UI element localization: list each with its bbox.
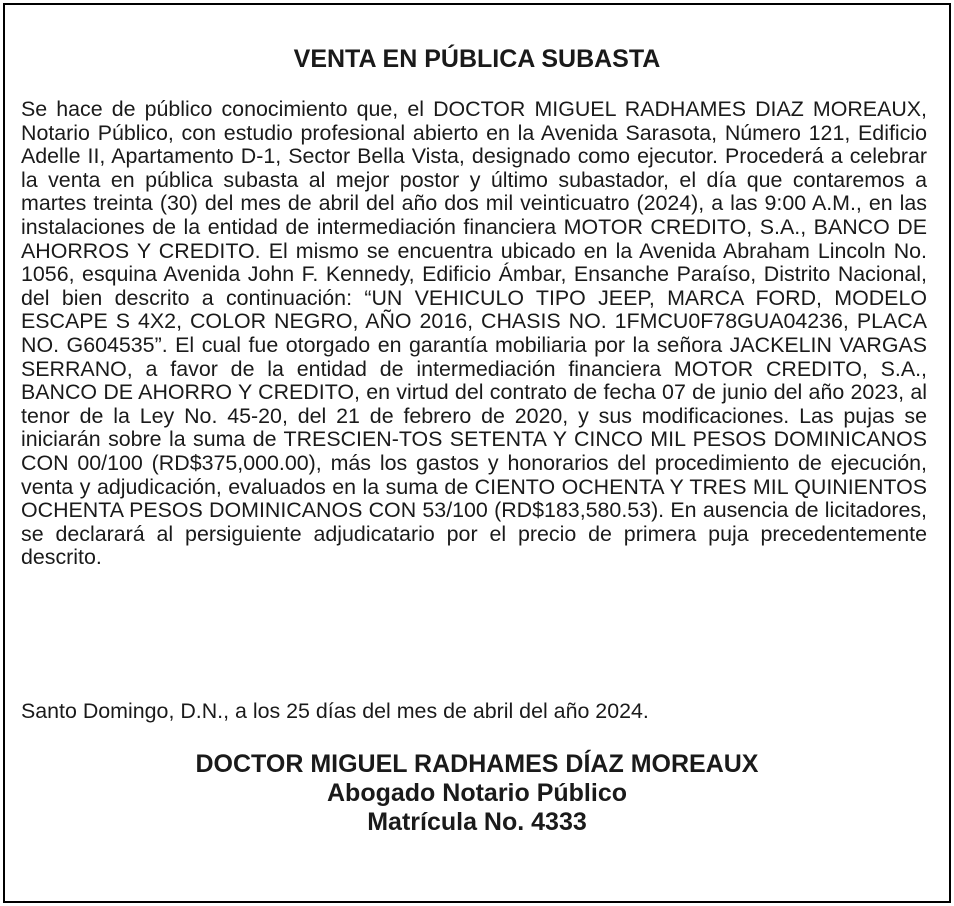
legal-notice xyxy=(3,3,951,903)
signature-block xyxy=(5,750,949,837)
signature-registration: Matrícula No. 4333 xyxy=(367,808,587,836)
signature-role: Abogado Notario Público xyxy=(327,779,627,807)
notice-title: VENTA EN PÚBLICA SUBASTA xyxy=(293,45,661,73)
notice-closing: Santo Domingo, D.N., a los 25 días del mes de abril del año 2024. xyxy=(21,699,649,723)
signature-name: DOCTOR MIGUEL RADHAMES DÍAZ MOREAUX xyxy=(195,750,759,778)
notice-body: Se hace de público conocimiento que, el DOCTOR MIGUEL RADHAMES DIAZ MOREAUX, Notario Público, con estudio profesional abierto en la Avenida Sarasota, Número 121, Edificio Adelle II, Apartamento D-1, Sector Bella Vista, designado como ejecutor. Procederá a celebrar la venta en pública subasta al mejor postor y último subastador, el día que contaremos a martes treinta (30) del mes de abril del año dos mil veinticuatro (2024), a las 9:00 A.M., en las instalaciones de la entidad de intermediación financiera MOTOR CREDITO, S.A., BANCO DE AHORROS Y CREDITO. El mismo se encuentra ubicado en la Avenida Abraham Lincoln No. 1056, esquina Avenida John F. Kennedy, Edificio Ámbar, Ensanche Paraíso, Distrito Nacional, del bien descrito a continuación: “UN VEHICULO TIPO JEEP, MARCA FORD, MODELO ESCAPE S 4X2, COLOR NEGRO, AÑO 2016, CHASIS NO. 1FMCU0F78GUA04236, PLACA NO. G604535”. El cual fue otorgado en garantía mobiliaria por la señora JACKELIN VARGAS SERRANO, a favor de la entidad de intermediación financiera MOTOR CREDITO, S.A., BANCO DE AHORRO Y CREDITO, en virtud del contrato de fecha 07 de junio del año 2023, al tenor de la Ley No. 45-20, del 21 de febrero de 2020, y sus modificaciones. Las pujas se iniciarán sobre la suma de TRESCIEN-TOS SETENTA Y CINCO MIL PESOS DOMINICANOS CON 00/100 (RD$375,000.00), más los gastos y honorarios del procedimiento de ejecución, venta y adjudicación, evaluados en la suma de CIENTO OCHENTA Y TRES MIL QUINIENTOS OCHENTA PESOS DOMINICANOS CON 53/100 (RD$183,580.53). En ausencia de licitadores, se declarará al persiguiente adjudicatario por el precio de primera puja precedentemente descrito. xyxy=(21,97,927,570)
